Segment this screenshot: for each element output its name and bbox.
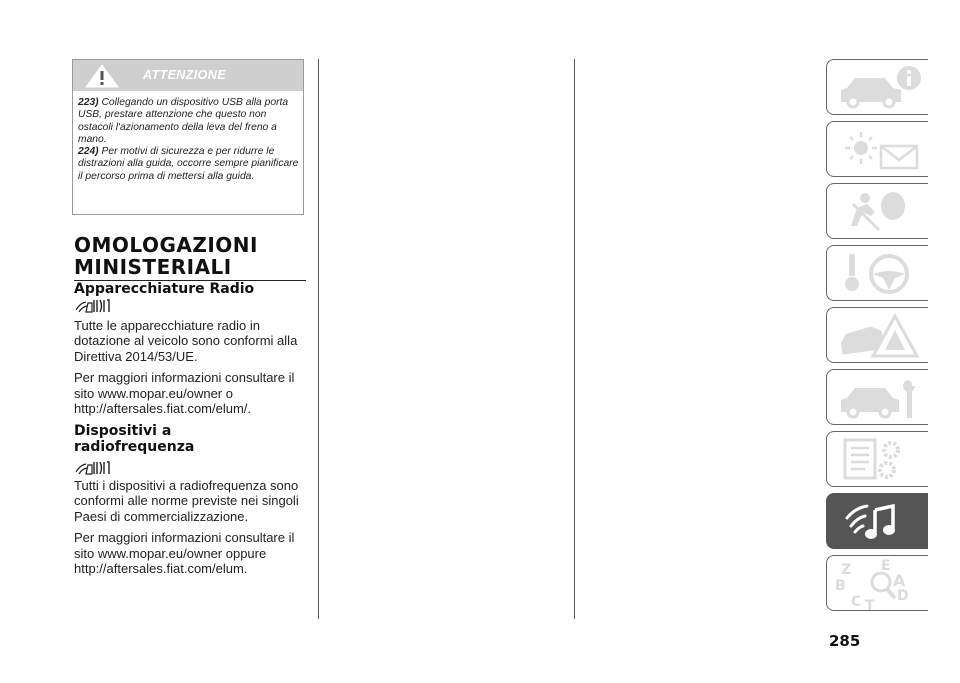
airbag-safety-icon <box>835 186 925 238</box>
index-letter: A <box>893 571 906 590</box>
multimedia-icon <box>835 496 925 548</box>
rf-heading-line2: radiofrequenza <box>74 439 195 455</box>
radio-wave-car-icon <box>74 459 120 477</box>
index-letter: D <box>897 588 909 604</box>
breakdown-warning-icon <box>835 310 925 362</box>
warning-text: Per motivi di sicurezza e per ridurre le distrazioni alla guida, occorre sempre pianificare il percorso prima di mettersi alla guida. <box>78 146 299 182</box>
warning-number: 223) <box>78 97 99 108</box>
chapter-tab-technical-data[interactable] <box>826 431 928 487</box>
rf-paragraph: Tutti i dispositivi a radiofrequenza sono conformi alle norme previste nei singoli Paesi di commercializzazione. <box>74 478 299 524</box>
index-icon <box>835 558 925 610</box>
warning-box <box>72 59 304 215</box>
warning-number: 224) <box>78 146 99 158</box>
technical-data-icon <box>835 434 925 486</box>
radio-paragraph: Per maggiori informazioni consultare il sito www.mopar.eu/owner o http://aftersales.fiat.com/elum/. <box>74 370 295 417</box>
rf-paragraph: Per maggiori informazioni consultare il sito www.mopar.eu/owner oppure http://aftersales.fiat.com/elum. <box>74 530 295 577</box>
index-letter: B <box>835 578 846 594</box>
car-maintenance-icon <box>835 372 925 424</box>
index-letter: E <box>881 558 891 574</box>
radio-heading: Apparecchiature Radio <box>74 281 255 297</box>
chapter-tab-starting-driving[interactable] <box>826 245 928 301</box>
chapter-tab-emergency[interactable] <box>826 307 928 363</box>
car-info-icon <box>835 62 925 114</box>
index-letter: T <box>865 598 875 610</box>
index-letter: Z <box>841 562 852 578</box>
section-heading <box>74 234 306 281</box>
column-divider <box>318 59 319 619</box>
page-number: 285 <box>829 632 861 650</box>
section-heading-line2: MINISTERIALI <box>74 255 232 279</box>
rf-heading-line1: Dispositivi a <box>74 423 172 439</box>
warning-text: Collegando un dispositivo USB alla porta USB, prestare attenzione che questo non ostacoli l'azionamento della leva del freno a mano. <box>78 97 289 145</box>
chapter-tab-index[interactable] <box>826 555 928 611</box>
warning-body <box>73 91 303 183</box>
index-letter: C <box>851 594 862 610</box>
rf-body <box>74 478 314 582</box>
warning-header <box>73 60 303 91</box>
chapter-tab-multimedia[interactable] <box>826 493 928 549</box>
warning-triangle-icon <box>85 64 119 88</box>
rf-heading <box>74 423 306 455</box>
column-divider <box>574 59 575 619</box>
steering-wheel-icon <box>835 248 925 300</box>
radio-paragraph: Tutte le apparecchiature radio in dotazione al veicolo sono conformi alla Direttiva 2014/53/UE. <box>74 318 298 364</box>
chapter-tab-maintenance[interactable] <box>826 369 928 425</box>
radio-wave-car-icon <box>74 297 120 315</box>
warning-item <box>78 97 299 146</box>
chapter-tab-dashboard[interactable] <box>826 121 928 177</box>
section-heading-line1: OMOLOGAZIONI <box>74 233 258 257</box>
chapter-tab-safety[interactable] <box>826 183 928 239</box>
radio-body <box>74 318 314 422</box>
warning-item <box>78 146 299 183</box>
chapter-tab-car-info[interactable] <box>826 59 928 115</box>
dashboard-lights-icon <box>835 124 925 176</box>
warning-title: ATTENZIONE <box>143 68 226 82</box>
